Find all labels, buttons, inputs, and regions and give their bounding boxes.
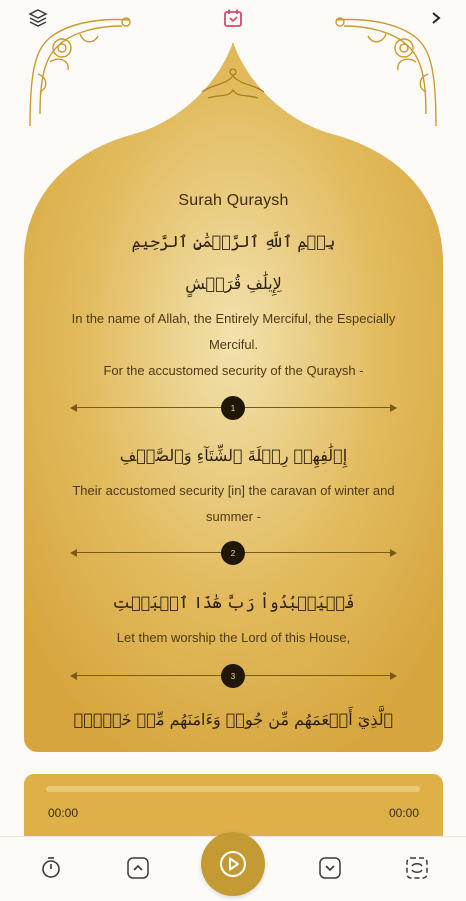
play-button[interactable]: [201, 832, 265, 896]
surah-card: [24, 42, 443, 752]
ayah-translation-1: In the name of Allah, the Entirely Merciful, the Especially Merciful.: [71, 311, 396, 352]
surah-title: Surah Quraysh: [178, 192, 289, 209]
ayah-divider-2: [70, 543, 397, 563]
next-ayah-button[interactable]: [316, 854, 344, 882]
timer-icon[interactable]: [37, 854, 65, 882]
ayah-arabic-1b: لِإِيلَٰفِ قُرَيۡشٍ: [185, 274, 282, 293]
progress-track[interactable]: [46, 786, 420, 792]
ayah-arabic-3: فَلۡيَعۡبُدُواْ رَبَّ هَٰذَا ٱلۡبَيۡتِ: [112, 593, 355, 612]
repeat-icon[interactable]: [403, 854, 431, 882]
calendar-icon[interactable]: [219, 4, 247, 32]
ayah-arabic-4: ٱلَّذِيٓ أَطۡعَمَهُم مِّن جُوعٖ وَءَامَنَهُم مِّنۡ خَوۡفِۭ: [73, 710, 394, 729]
total-time: 00:00: [388, 806, 419, 820]
ayah-number-badge: 1: [221, 396, 245, 420]
ayah-arabic-2: إِۦلَٰفِهِمۡ رِحۡلَةَ ٱلشِّتَآءِ وَٱلصَّيۡفِ: [119, 446, 348, 465]
ayah-divider-3: [70, 666, 397, 686]
ayah-translation-3: Let them worship the Lord of this House,: [116, 630, 351, 645]
play-icon: [218, 849, 248, 879]
ayah-number-badge: 2: [221, 541, 245, 565]
current-time: 00:00: [48, 806, 79, 820]
ayah-translation-1b: For the accustomed security of the Quraysh -: [103, 363, 364, 378]
ayah-divider-1: [70, 398, 397, 418]
ayah-number-badge: 3: [221, 664, 245, 688]
ayah-arabic-1: بِسۡمِ ٱللَّهِ ٱلرَّحۡمَٰنِ ٱلرَّحِيمِ: [131, 232, 336, 251]
chevron-up-icon: [126, 856, 150, 880]
previous-ayah-button[interactable]: [124, 854, 152, 882]
chevron-down-icon: [318, 856, 342, 880]
ayah-translation-2: Their accustomed security [in] the caravan of winter and summer -: [72, 483, 395, 524]
